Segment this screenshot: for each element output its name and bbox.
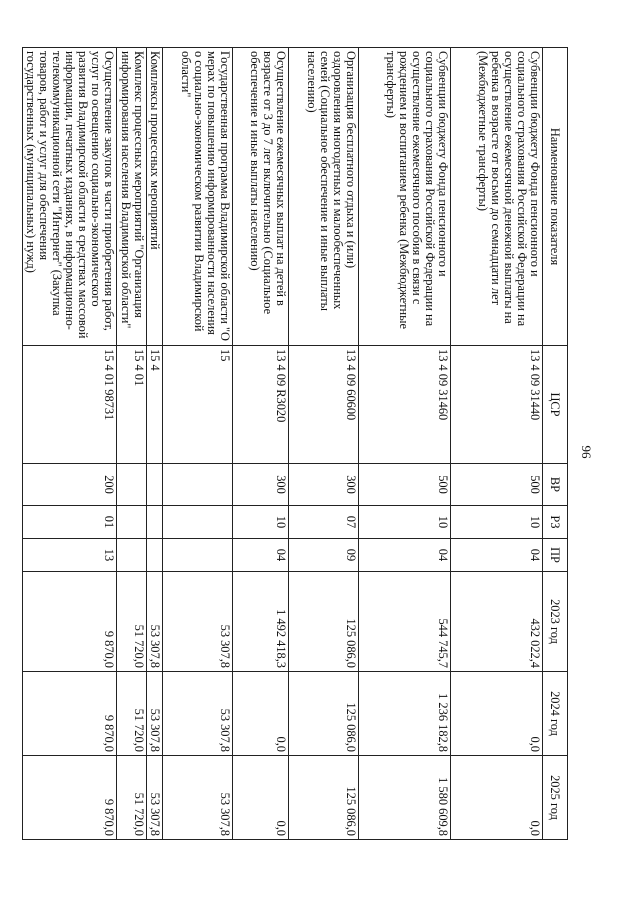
row-rz: 10 [451, 506, 543, 539]
header-vr: ВР [543, 464, 568, 506]
budget-table [22, 47, 568, 840]
row-2024: 125 086,0 [289, 672, 359, 756]
row-pr: 13 [23, 539, 117, 572]
row-2024: 51 720,0 [117, 672, 147, 756]
row-2025: 53 307,8 [163, 756, 233, 840]
row-2025: 51 720,0 [117, 756, 147, 840]
row-vr: 300 [233, 464, 289, 506]
row-rz [117, 506, 147, 539]
row-csr: 13 4 09 60600 [289, 346, 359, 464]
row-pr [163, 539, 233, 572]
row-2023: 53 307,8 [147, 572, 163, 672]
row-2025: 53 307,8 [147, 756, 163, 840]
row-csr: 13 4 09 31460 [359, 346, 451, 464]
row-name: Субвенции бюджету Фонда пенсионного и социального страхования Российской Федерации на осуществление ежемесячного пособия в связи с рождением и воспитанием ребенка (Межбюджетные трансферты) [359, 48, 451, 346]
row-2023: 125 086,0 [289, 572, 359, 672]
table-row [163, 48, 233, 840]
row-vr [117, 464, 147, 506]
header-rz: РЗ [543, 506, 568, 539]
row-2025: 0,0 [233, 756, 289, 840]
row-name: Осуществление ежемесячных выплат на детей в возрасте от 3 до 7 лет включительно (Социальное обеспечение и иные выплаты населению) [233, 48, 289, 346]
row-2025: 125 086,0 [289, 756, 359, 840]
row-name: Комплекс процессных мероприятий "Организация информирования населения Владимирской области" [117, 48, 147, 346]
header-2025: 2025 год [543, 756, 568, 840]
table-row [23, 48, 117, 840]
header-name: Наименование показателя [543, 48, 568, 346]
row-vr: 200 [23, 464, 117, 506]
table-header-row [543, 48, 568, 840]
row-csr: 15 4 01 [117, 346, 147, 464]
row-csr: 15 4 01 98731 [23, 346, 117, 464]
row-pr: 09 [289, 539, 359, 572]
row-2025: 1 580 609,8 [359, 756, 451, 840]
row-2024: 0,0 [233, 672, 289, 756]
row-2025: 0,0 [451, 756, 543, 840]
row-pr: 04 [359, 539, 451, 572]
header-csr: ЦСР [543, 346, 568, 464]
row-pr: 04 [233, 539, 289, 572]
row-2023: 51 720,0 [117, 572, 147, 672]
row-pr [147, 539, 163, 572]
budget-table-container [24, 47, 568, 839]
header-2024: 2024 год [543, 672, 568, 756]
row-csr: 13 4 09 R3020 [233, 346, 289, 464]
row-csr: 13 4 09 31440 [451, 346, 543, 464]
row-vr: 300 [289, 464, 359, 506]
row-pr [117, 539, 147, 572]
row-csr: 15 4 [147, 346, 163, 464]
table-row [233, 48, 289, 840]
row-rz: 01 [23, 506, 117, 539]
row-vr [163, 464, 233, 506]
row-2023: 544 745,7 [359, 572, 451, 672]
row-rz [163, 506, 233, 539]
row-rz: 10 [359, 506, 451, 539]
row-2023: 9 870,0 [23, 572, 117, 672]
row-vr [147, 464, 163, 506]
page-number: 96 [579, 445, 594, 459]
row-2023: 432 022,4 [451, 572, 543, 672]
row-name: Субвенции бюджету Фонда пенсионного и социального страхования Российской Федерации на осуществление ежемесячной денежной выплаты на ребенка в возрасте от восьми до семнадцати лет (Межбюджетные трансферты) [451, 48, 543, 346]
row-2024: 1 236 182,8 [359, 672, 451, 756]
header-2023: 2023 год [543, 572, 568, 672]
row-2024: 0,0 [451, 672, 543, 756]
row-vr: 500 [451, 464, 543, 506]
row-pr: 04 [451, 539, 543, 572]
row-2023: 53 307,8 [163, 572, 233, 672]
row-name: Организация бесплатного отдыха и (или) оздоровления многодетных и малообеспеченных семей (Социальное обеспечение и иные выплаты населению) [289, 48, 359, 346]
row-rz: 10 [233, 506, 289, 539]
table-row [359, 48, 451, 840]
table-row [147, 48, 163, 840]
table-row [289, 48, 359, 840]
header-pr: ПР [543, 539, 568, 572]
row-2023: 1 492 418,3 [233, 572, 289, 672]
row-2024: 53 307,8 [163, 672, 233, 756]
row-2024: 9 870,0 [23, 672, 117, 756]
table-row [451, 48, 543, 840]
row-name: Осуществление закупок в части приобретения работ, услуг по освещению социально-экономического развития Владимирской области в средствах массовой информации, печатных изданиях, в информационно-телекоммуникационной сети "Интернет" (Закупка товаров, работ и услуг для обеспечения государственных (муниципальных) нужд) [23, 48, 117, 346]
row-rz: 07 [289, 506, 359, 539]
row-rz [147, 506, 163, 539]
row-csr: 15 [163, 346, 233, 464]
row-name: Комплексы процессных мероприятий [147, 48, 163, 346]
row-2024: 53 307,8 [147, 672, 163, 756]
row-vr: 500 [359, 464, 451, 506]
row-2025: 9 870,0 [23, 756, 117, 840]
row-name: Государственная программа Владимирской области "О мерах по повышению информированности населения о социально-экономическом развитии Владимирской области" [163, 48, 233, 346]
table-row [117, 48, 147, 840]
